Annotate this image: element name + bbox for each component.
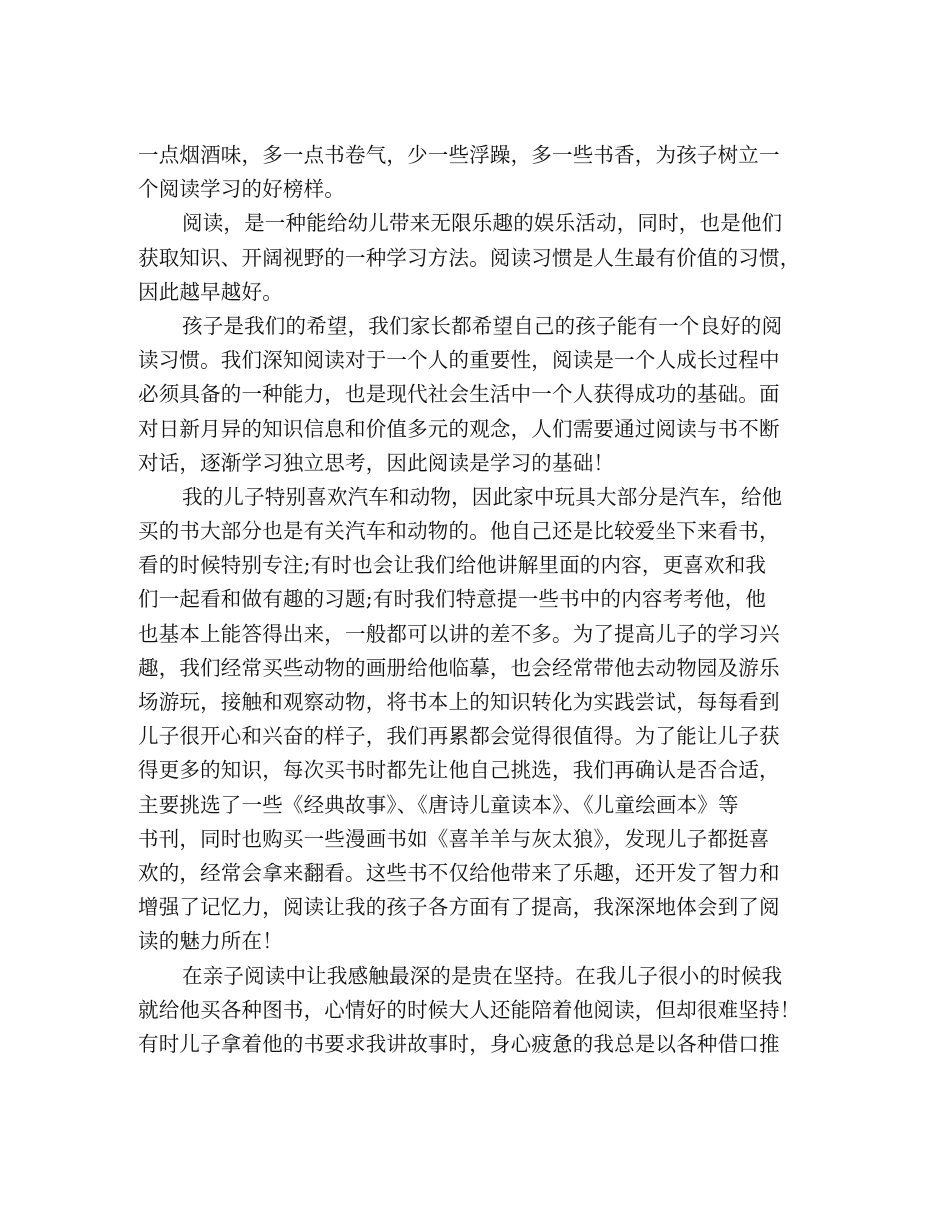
text-line: 场游玩，接触和观察动物，将书本上的知识转化为实践尝试，每每看到: [138, 690, 780, 714]
text-line: 获取知识、开阔视野的一种学习方法。阅读习惯是人生最有价值的习惯，: [138, 245, 801, 270]
text-line: 对日新月异的知识信息和价值多元的观念，人们需要通过阅读与书不断: [138, 416, 780, 441]
text-line: 就给他买各种图书，心情好的时候大人还能陪着他阅读，但却很难坚持！: [138, 997, 801, 1022]
text-line: 书刊，同时也购买一些漫画书如《喜羊羊与灰太狼》，发现儿子都挺喜: [138, 826, 770, 851]
text-line: 增强了记忆力，阅读让我的孩子各方面有了提高，我深深地体会到了阅: [138, 895, 780, 920]
paragraph-start-line: 阅读，是一种能给幼儿带来无限乐趣的娱乐活动，同时，也是他们: [182, 211, 783, 236]
text-line: 读的魅力所在！: [138, 929, 283, 954]
text-line: 看的时候特别专注;有时也会让我们给他讲解里面的内容，更喜欢和我: [138, 553, 767, 578]
paragraph-start-line: 在亲子阅读中让我感触最深的是贵在坚持。在我儿子很小的时候我: [182, 963, 783, 988]
text-line: 们一起看和做有趣的习题;有时我们特意提一些书中的内容考考他，他: [138, 587, 767, 612]
text-line: 儿子很开心和兴奋的样子，我们再累都会觉得很值得。为了能让儿子获: [138, 724, 780, 749]
text-line: 个阅读学习的好榜样。: [138, 177, 345, 202]
text-line: 趣，我们经常买些动物的画册给他临摹，也会经常带他去动物园及游乐: [138, 655, 780, 680]
text-line: 主要挑选了一些《经典故事》、《唐诗儿童读本》、《儿童绘画本》等: [138, 792, 739, 817]
paragraph-start-line: 孩子是我们的希望，我们家长都希望自己的孩子能有一个良好的阅: [182, 313, 783, 338]
text-line: 欢的，经常会拿来翻看。这些书不仅给他带来了乐趣，还开发了智力和: [138, 860, 780, 885]
text-line: 买的书大部分也是有关汽车和动物的。他自己还是比较爱坐下来看书，: [138, 519, 780, 544]
paragraph-start-line: 我的儿子特别喜欢汽车和动物，因此家中玩具大部分是汽车，给他: [182, 484, 783, 509]
text-line: 也基本上能答得出来，一般都可以讲的差不多。为了提高儿子的学习兴: [138, 621, 780, 646]
text-line: 有时儿子拿着他的书要求我讲故事时，身心疲惫的我总是以各种借口推: [138, 1031, 780, 1056]
document-body: [138, 138, 818, 1061]
text-line: 读习惯。我们深知阅读对于一个人的重要性，阅读是一个人成长过程中: [138, 348, 780, 373]
text-line: 得更多的知识，每次买书时都先让他自己挑选，我们再确认是否合适，: [138, 758, 780, 783]
text-line: 对话，逐渐学习独立思考，因此阅读是学习的基础！: [138, 450, 615, 475]
text-line: 必须具备的一种能力，也是现代社会生活中一个人获得成功的基础。面: [138, 382, 780, 407]
text-line: 一点烟酒味，多一点书卷气，少一些浮躁，多一些书香，为孩子树立一: [138, 143, 780, 167]
text-line: 因此越早越好。: [138, 279, 283, 304]
